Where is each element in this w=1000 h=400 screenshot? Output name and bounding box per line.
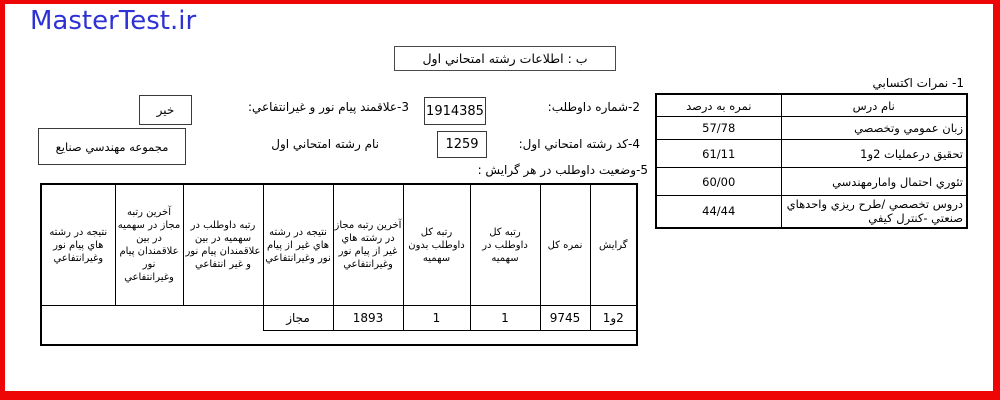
status-col-rank-without-quota: رتبه كل داوطلب بدون سهميه <box>403 184 470 306</box>
payamnoor-interest-label: 3-علاقمند پيام نور و غيرانتفاعي: <box>247 100 409 114</box>
total-score-cell: 9745 <box>540 306 590 331</box>
candidate-number-value-box: 1914385 <box>424 97 486 125</box>
payamnoor-interest-value-box: خير <box>139 95 192 125</box>
status-col-result-payamnoor: نتيجه در رشته هاي پيام نور وغيرانتفاعي <box>41 184 115 306</box>
score-cell: 44/44 <box>656 196 781 228</box>
rank-in-quota-cell: 1 <box>470 306 540 331</box>
course-name-cell: تحقيق درعمليات 2و1 <box>781 140 967 168</box>
table-row <box>656 117 967 140</box>
table-row <box>656 196 967 228</box>
status-header-row <box>41 184 637 306</box>
course-name-cell: دروس تخصصي /طرح ريزي واحدهاي صنعتي -كنترل كيفي <box>781 196 967 228</box>
first-field-code-value-box: 1259 <box>437 131 487 158</box>
section-b-title-box: ب : اطلاعات رشته امتحاني اول <box>394 46 616 71</box>
status-col-rank-payamnoor: رتبه داوطلب در سهميه در بين علاقمندان پيام نور و غير انتفاعي <box>183 184 263 306</box>
first-field-name-label: نام رشته امتحاني اول <box>271 137 379 151</box>
table-row <box>656 168 967 196</box>
first-field-code-label: 4-كد رشته امتحاني اول: <box>518 137 640 151</box>
score-cell: 61/11 <box>656 140 781 168</box>
first-field-name-value-box: مجموعه مهندسي صنايع <box>38 128 186 165</box>
status-col-result-non-payamnoor: نتيجه در رشته هاي غير از پيام نور وغيرانتفاعي <box>263 184 333 306</box>
scores-header-row <box>656 94 967 117</box>
payamnoor-empty-cells <box>41 306 263 345</box>
scores-section-heading: 1- نمرات اكتسابي <box>872 76 964 90</box>
status-col-rank-in-quota: رتبه كل داوطلب در سهميه <box>470 184 540 306</box>
status-col-orientation: گرايش <box>590 184 637 306</box>
status-table <box>40 183 638 346</box>
status-values-row <box>41 306 637 331</box>
scores-col-course: نام درس <box>781 94 967 117</box>
status-col-last-rank-payamnoor: آخرين رتبه مجاز در سهميه در بين علاقمندان پيام نور وغيرانتفاعي <box>115 184 183 306</box>
scores-table <box>655 93 968 229</box>
last-rank-non-payamnoor-cell: 1893 <box>333 306 403 331</box>
candidate-number-label: 2-شماره داوطلب: <box>547 100 640 114</box>
table-row <box>656 140 967 168</box>
rank-without-quota-cell: 1 <box>403 306 470 331</box>
score-cell: 60/00 <box>656 168 781 196</box>
score-cell: 57/78 <box>656 117 781 140</box>
orientation-cell: 2و1 <box>590 306 637 331</box>
status-col-last-rank-non-payamnoor: آخرين رتبه مجاز در رشته هاي غير از پيام نور وغيرانتفاعي <box>333 184 403 306</box>
status-col-total-score: نمره كل <box>540 184 590 306</box>
course-name-cell: تئوري احتمال وامارمهندسي <box>781 168 967 196</box>
filler-cell <box>263 331 637 345</box>
status-section-heading: 5-وضعيت داوطلب در هر گرايش : <box>477 163 648 177</box>
course-name-cell: زبان عمومي وتخصصي <box>781 117 967 140</box>
site-logo: MasterTest.ir <box>30 6 197 36</box>
result-non-payamnoor-cell: مجاز <box>263 306 333 331</box>
scores-col-percent: نمره به درصد <box>656 94 781 117</box>
